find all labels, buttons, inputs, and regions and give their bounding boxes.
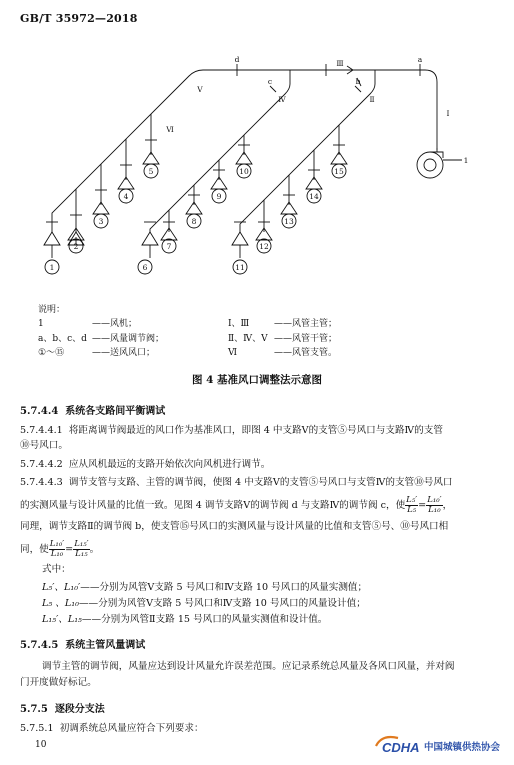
- clause-number: 5.7.4.4.1: [20, 425, 63, 436]
- outlet-label-8: 8: [191, 217, 197, 226]
- where-label: 式中：: [42, 564, 71, 575]
- duct-label-V: Ⅴ: [197, 85, 203, 94]
- legend-key-1: 1: [38, 319, 44, 329]
- legend-desc-6: ——风管支管。: [274, 348, 338, 358]
- damper-label-c: c: [267, 77, 273, 86]
- outlet-label-13: 13: [284, 217, 294, 226]
- damper-label-b: b: [355, 77, 361, 86]
- outlet-label-7: 7: [166, 242, 172, 251]
- paragraph-line: ⑩号风口。: [20, 440, 68, 451]
- symbol-desc: ——分别为风管Ⅴ支路 5 号风口和Ⅳ支路 10 号风口的风量实测值；: [80, 582, 368, 593]
- figure-caption: 图 4 基准风口调整法示意图: [191, 374, 323, 386]
- damper-label-d: d: [234, 55, 240, 64]
- outlet-label-9: 9: [216, 192, 222, 201]
- outlet-label-6: 6: [142, 263, 148, 272]
- duct-system-diagram: [0, 0, 514, 300]
- legend-title: 说明：: [38, 305, 66, 315]
- paragraph-line: 的实测风量与设计风量的比值一致。见图 4 调节支路Ⅴ的调节阀 d 与支路Ⅳ的调节阀 c，使: [20, 500, 406, 511]
- paragraph-line: 门开度做好标记。: [20, 677, 97, 688]
- page-number: 10: [35, 740, 47, 750]
- section-title: 逐段分支法: [54, 704, 105, 715]
- paragraph-line: 初调系统总风量应符合下列要求：: [59, 723, 204, 734]
- legend-desc-4: ——风管主管；: [274, 319, 338, 329]
- duct-label-II: Ⅱ: [369, 95, 375, 104]
- symbol-def: L₁₅′、L₁₅: [42, 614, 82, 625]
- formula-fraction: $\frac{\text{L₅′}}{\text{L₅}}$: [406, 495, 418, 515]
- clause-number: 5.7.4.4.3: [20, 477, 63, 488]
- section-title: 系统主管风量调试: [65, 640, 146, 651]
- section-title: 系统各支路间平衡调试: [65, 406, 166, 417]
- org-name: 中国城镇供热协会: [424, 742, 501, 753]
- symbol-desc: ——分别为风管Ⅱ支路 15 号风口的风量实测值和设计值。: [81, 614, 328, 625]
- paragraph-line: 调节支管与支路、主管的调节阀，使图 4 中支路Ⅴ的支管⑤号风口与支管Ⅳ的支管⑩号风口: [68, 477, 453, 488]
- paragraph-line: 将距离调节阀最近的风口作为基准风口，即图 4 中支路Ⅴ的支管⑤号风口与支路Ⅳ的支管: [68, 425, 443, 436]
- legend-key-4: Ⅰ、Ⅲ: [228, 319, 250, 329]
- outlet-label-1: 1: [49, 263, 55, 272]
- symbol-def: L₅ 、L₁₀: [42, 598, 79, 609]
- standard-number: GB/T 35972—2018: [20, 12, 138, 25]
- duct-label-IV: Ⅳ: [278, 95, 286, 104]
- fan-label: 1: [463, 156, 469, 165]
- logo-text: CDHA: [382, 740, 420, 755]
- clause-number: 5.7.4.4.2: [20, 459, 63, 470]
- legend-desc-3: ——送风风口；: [92, 348, 156, 358]
- paragraph-line: 同，使: [20, 544, 49, 555]
- legend-key-3: ①～⑮: [38, 348, 65, 358]
- paragraph-line: 同理，调节支路Ⅱ的调节阀 b，使支管⑮号风口的实测风量与设计风量的比值和支管⑤号、⑩号风口相: [20, 521, 449, 532]
- symbol-desc: ——分别为风管Ⅴ支路 5 号风口和Ⅳ支路 10 号风口的风量设计值；: [78, 598, 366, 609]
- outlet-label-15: 15: [334, 167, 344, 176]
- legend-desc-5: ——风管干管；: [274, 334, 338, 344]
- duct-label-VI: Ⅵ: [166, 125, 174, 134]
- formula-fraction: $\frac{\text{L₁₅′}}{\text{L₁₅}}$: [74, 539, 89, 559]
- org-logo: [372, 730, 512, 762]
- outlet-label-12: 12: [259, 242, 269, 251]
- outlet-label-4: 4: [123, 192, 129, 201]
- outlet-label-14: 14: [309, 192, 319, 201]
- legend-key-5: Ⅱ、Ⅳ、Ⅴ: [228, 334, 268, 344]
- section-number: 5.7.5: [20, 704, 48, 715]
- section-number: 5.7.4.4: [20, 406, 59, 417]
- formula-fraction: $\frac{\text{L₁₀′}}{\text{L₁₀}}$: [49, 539, 65, 559]
- formula-fraction: $\frac{\text{L₁₀′}}{\text{L₁₀}}$: [427, 495, 442, 515]
- legend-key-6: Ⅵ: [228, 348, 238, 358]
- duct-label-I: Ⅰ: [446, 109, 450, 118]
- outlet-label-10: 10: [239, 167, 249, 176]
- outlet-label-5: 5: [148, 167, 154, 176]
- section-number: 5.7.4.5: [20, 640, 59, 651]
- clause-number: 5.7.5.1: [20, 723, 54, 734]
- paragraph-line: 应从风机最远的支路开始依次向风机进行调节。: [68, 459, 271, 470]
- damper-label-a: a: [417, 55, 423, 64]
- legend-desc-2: ——风量调节阀；: [92, 334, 165, 344]
- duct-label-III: Ⅲ: [336, 59, 344, 68]
- outlet-label-11: 11: [235, 263, 245, 272]
- paragraph-line: 调节主管的调节阀，风量应达到设计风量允许误差范围。应记录系统总风量及各风口风量，并对阀: [42, 661, 455, 672]
- legend-desc-1: ——风机；: [92, 319, 138, 329]
- outlet-label-2: 2: [73, 242, 79, 251]
- outlet-label-3: 3: [98, 217, 104, 226]
- legend-key-2: a、b、c、d: [38, 334, 87, 344]
- symbol-def: L₅′、L₁₀′: [42, 582, 81, 593]
